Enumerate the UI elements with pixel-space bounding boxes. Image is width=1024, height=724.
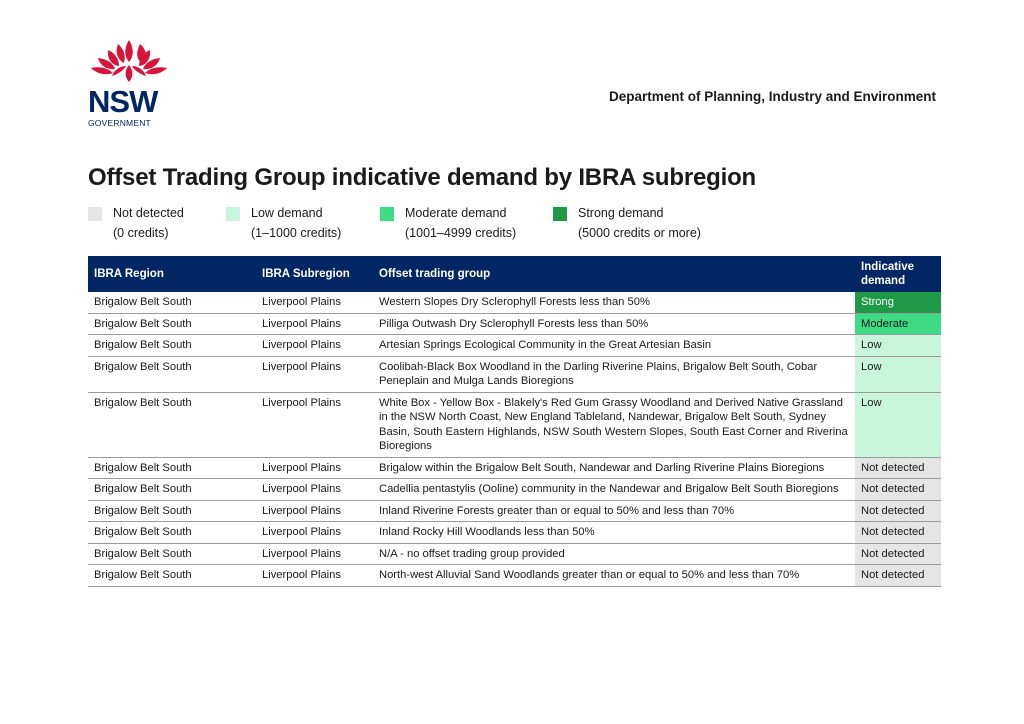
table-row: [88, 457, 941, 479]
cell-ibra-subregion: Liverpool Plains: [256, 313, 373, 335]
cell-ibra-region: Brigalow Belt South: [88, 457, 256, 479]
cell-ibra-subregion: Liverpool Plains: [256, 335, 373, 357]
cell-ibra-subregion: Liverpool Plains: [256, 522, 373, 544]
cell-indicative-demand: Not detected: [855, 479, 941, 501]
cell-indicative-demand: Strong: [855, 292, 941, 313]
cell-offset-trading-group: Inland Rocky Hill Woodlands less than 50%: [373, 522, 855, 544]
logo-nsw-text: NSW: [88, 84, 158, 119]
table-row: [88, 313, 941, 335]
header-ibra-subregion: IBRA Subregion: [256, 256, 373, 292]
cell-ibra-region: Brigalow Belt South: [88, 500, 256, 522]
table-row: [88, 565, 941, 587]
demand-legend: [88, 206, 948, 246]
cell-indicative-demand: Not detected: [855, 457, 941, 479]
cell-ibra-region: Brigalow Belt South: [88, 522, 256, 544]
cell-offset-trading-group: Cadellia pentastylis (Ooline) community in the Nandewar and Brigalow Belt South Bioregions: [373, 479, 855, 501]
cell-ibra-region: Brigalow Belt South: [88, 335, 256, 357]
cell-ibra-region: Brigalow Belt South: [88, 479, 256, 501]
cell-ibra-subregion: Liverpool Plains: [256, 356, 373, 392]
cell-ibra-subregion: Liverpool Plains: [256, 292, 373, 313]
cell-offset-trading-group: Coolibah-Black Box Woodland in the Darling Riverine Plains, Brigalow Belt South, Cobar Peneplain and Mulga Lands Bioregions: [373, 356, 855, 392]
cell-indicative-demand: Not detected: [855, 500, 941, 522]
table-row: [88, 292, 941, 313]
cell-offset-trading-group: Inland Riverine Forests greater than or equal to 50% and less than 70%: [373, 500, 855, 522]
cell-offset-trading-group: North-west Alluvial Sand Woodlands greater than or equal to 50% and less than 70%: [373, 565, 855, 587]
cell-indicative-demand: Not detected: [855, 565, 941, 587]
legend-range: (5000 credits or more): [578, 226, 701, 240]
legend-swatch: [88, 207, 102, 221]
header-row: [88, 256, 941, 292]
cell-ibra-subregion: Liverpool Plains: [256, 543, 373, 565]
cell-ibra-subregion: Liverpool Plains: [256, 479, 373, 501]
department-name: Department of Planning, Industry and Environment: [608, 89, 936, 104]
table-row: [88, 500, 941, 522]
nsw-government-logo: [86, 38, 172, 130]
cell-indicative-demand: Low: [855, 356, 941, 392]
cell-ibra-region: Brigalow Belt South: [88, 292, 256, 313]
header-indicative-demand: Indicative demand: [855, 256, 941, 292]
legend-swatch: [553, 207, 567, 221]
table-row: [88, 335, 941, 357]
legend-range: (1–1000 credits): [251, 226, 342, 240]
header-ibra-region: IBRA Region: [88, 256, 256, 292]
legend-range: (1001–4999 credits): [405, 226, 517, 240]
cell-offset-trading-group: N/A - no offset trading group provided: [373, 543, 855, 565]
cell-indicative-demand: Low: [855, 335, 941, 357]
cell-ibra-subregion: Liverpool Plains: [256, 565, 373, 587]
logo-government-text: GOVERNMENT: [88, 118, 151, 128]
header-offset-trading-group: Offset trading group: [373, 256, 855, 292]
table-body: [88, 292, 941, 586]
cell-ibra-region: Brigalow Belt South: [88, 565, 256, 587]
table-row: [88, 356, 941, 392]
cell-ibra-subregion: Liverpool Plains: [256, 500, 373, 522]
table-row: [88, 479, 941, 501]
cell-ibra-subregion: Liverpool Plains: [256, 457, 373, 479]
cell-indicative-demand: Not detected: [855, 543, 941, 565]
cell-offset-trading-group: Brigalow within the Brigalow Belt South, Nandewar and Darling Riverine Plains Bioregions: [373, 457, 855, 479]
cell-ibra-subregion: Liverpool Plains: [256, 392, 373, 457]
cell-offset-trading-group: Pilliga Outwash Dry Sclerophyll Forests less than 50%: [373, 313, 855, 335]
cell-offset-trading-group: Western Slopes Dry Sclerophyll Forests less than 50%: [373, 292, 855, 313]
waratah-icon: [86, 38, 172, 88]
page-title: Offset Trading Group indicative demand by IBRA subregion: [88, 164, 756, 191]
table-row: [88, 543, 941, 565]
demand-table: [88, 256, 941, 587]
table-row: [88, 392, 941, 457]
cell-ibra-region: Brigalow Belt South: [88, 313, 256, 335]
legend-label: Not detected: [113, 206, 184, 220]
cell-ibra-region: Brigalow Belt South: [88, 543, 256, 565]
cell-indicative-demand: Not detected: [855, 522, 941, 544]
legend-swatch: [226, 207, 240, 221]
cell-indicative-demand: Moderate: [855, 313, 941, 335]
legend-label: Strong demand: [578, 206, 664, 220]
legend-label: Low demand: [251, 206, 323, 220]
cell-ibra-region: Brigalow Belt South: [88, 356, 256, 392]
cell-ibra-region: Brigalow Belt South: [88, 392, 256, 457]
cell-offset-trading-group: Artesian Springs Ecological Community in the Great Artesian Basin: [373, 335, 855, 357]
legend-swatch: [380, 207, 394, 221]
table-row: [88, 522, 941, 544]
legend-label: Moderate demand: [405, 206, 507, 220]
cell-offset-trading-group: White Box - Yellow Box - Blakely's Red Gum Grassy Woodland and Derived Native Grassland in the NSW North Coast, New England Tableland, Nandewar, Brigalow Belt South, Sydney Basin, South Eastern Highlands, NSW South Western Slopes, South East Corner and Riverina Bioregions: [373, 392, 855, 457]
cell-indicative-demand: Low: [855, 392, 941, 457]
table-header: [88, 256, 941, 292]
legend-range: (0 credits): [113, 226, 169, 240]
